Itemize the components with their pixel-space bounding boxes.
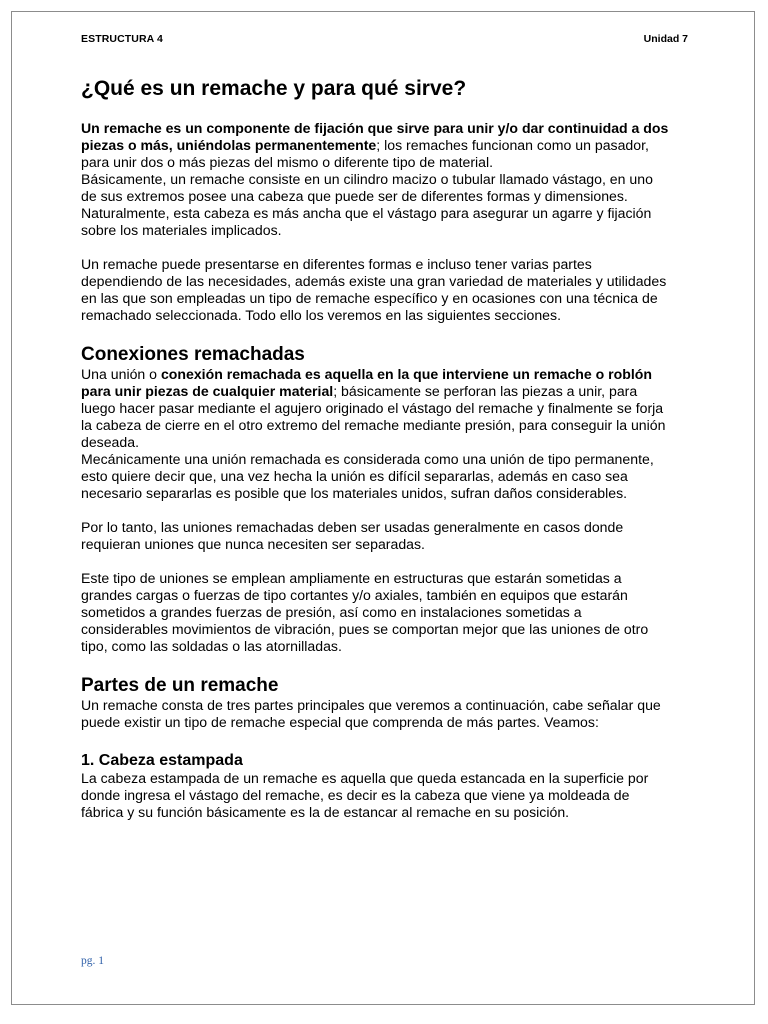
page-title: ¿Qué es un remache y para qué sirve?	[81, 77, 467, 100]
document-body	[81, 76, 671, 821]
intro-bold-text: Un remache es un componente de fijación que sirve para unir y/o dar continuidad a dos piezas o más, uniéndolas permanentemente	[81, 120, 669, 153]
conexiones-paragraph-3: Por lo tanto, las uniones remachadas deben ser usadas generalmente en casos donde requieran uniones que nunca necesiten ser separadas.	[81, 519, 624, 552]
conexiones-bold-text: conexión remachada es aquella en la que interviene un remache o roblón para unir piezas de cualquier material	[81, 366, 653, 399]
subsection-heading-cabeza: 1. Cabeza estampada	[81, 752, 243, 769]
section-heading-conexiones: Conexiones remachadas	[81, 344, 305, 365]
conexiones-lead-text: Una unión o	[81, 366, 161, 382]
header-course: ESTRUCTURA 4	[81, 33, 163, 45]
conexiones-paragraph-4: Este tipo de uniones se emplean ampliamente en estructuras que estarán sometidas a grandes cargas o fuerzas de tipo cortantes y/o axiales, también en equipos que estarán sometidos a grandes fuerzas de presión, así como en instalaciones sometidas a considerables movimientos de vibración, pues se comportan mejor que las uniones de otro tipo, como las soldadas o las atornilladas.	[81, 570, 649, 654]
cabeza-paragraph: La cabeza estampada de un remache es aquella que queda estancada en la superficie por donde ingresa el vástago del remache, es decir es la cabeza que viene ya moldeada de fábrica y su función básicamente es la de estancar al remache en su posición.	[81, 770, 649, 820]
partes-paragraph-1: Un remache consta de tres partes principales que veremos a continuación, cabe señalar que puede existir un tipo de remache especial que comprenda de más partes. Veamos:	[81, 697, 661, 730]
conexiones-text: ; básicamente se perforan las piezas a unir, para luego hacer pasar mediante el agujero originado el vástago del remache y finalmente se forja la cabeza de cierre en el otro extremo del remache mediante presión, para conseguir la unión deseada.	[81, 383, 666, 450]
intro-paragraph-3: Un remache puede presentarse en diferentes formas e incluso tener varias partes dependiendo de las necesidades, además existe una gran variedad de materiales y utilidades en las que son empleadas un tipo de remache específico y en ocasiones con una técnica de remachado seleccionada. Todo ello los veremos en las siguientes secciones.	[81, 256, 667, 323]
conexiones-paragraph-1	[81, 366, 671, 451]
intro-paragraph-1	[81, 120, 671, 171]
header-unit: Unidad 7	[643, 33, 688, 45]
page-number: pg. 1	[81, 955, 104, 967]
intro-paragraph-2: Básicamente, un remache consiste en un cilindro macizo o tubular llamado vástago, en uno de sus extremos posee una cabeza que puede ser de diferentes formas y dimensiones. Naturalmente, esta cabeza es más ancha que el vástago para asegurar un agarre y fijación sobre los materiales implicados.	[81, 171, 653, 238]
section-heading-partes: Partes de un remache	[81, 675, 279, 696]
conexiones-paragraph-2: Mecánicamente una unión remachada es considerada como una unión de tipo permanente, esto quiere decir que, una vez hecha la unión es difícil separarlas, además en caso sea necesario separarlas es posible que los materiales unidos, sufran daños considerables.	[81, 451, 654, 501]
intro-text: ; los remaches funcionan como un pasador, para unir dos o más piezas del mismo o diferente tipo de material.	[81, 137, 649, 170]
